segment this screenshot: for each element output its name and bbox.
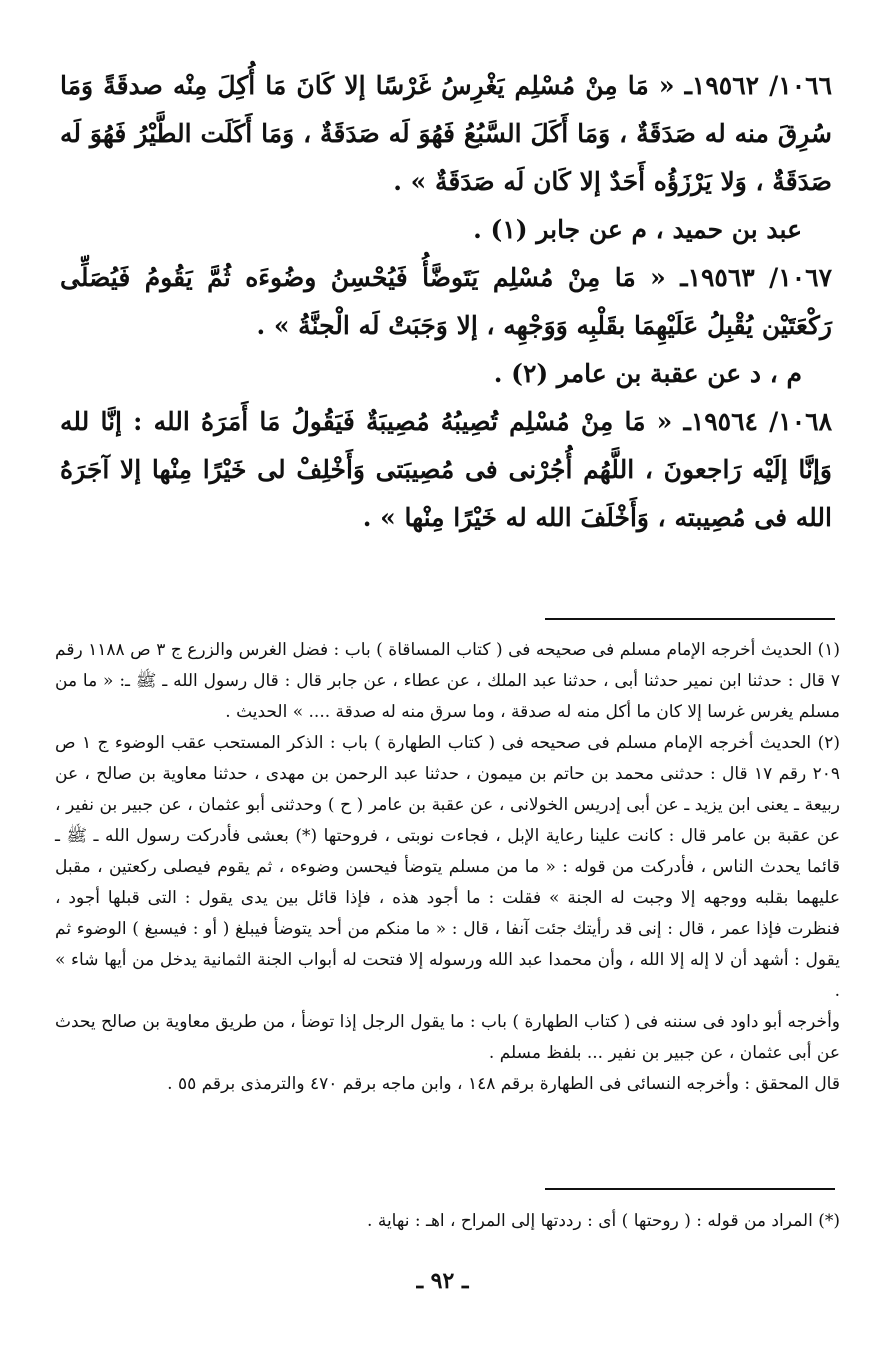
star-note-separator: [545, 1188, 835, 1190]
footnote-2: (٢) الحديث أخرجه الإمام مسلم فى صحيحه فى ( كتاب الطهارة ) باب : الذكر المستحب عقب الوضوء ج ١ ص ٢٠٩ رقم ١٧ قال : حدثنى محمد بن حاتم بن ميمون ، حدثنا عبد الرحمن بن مهدى ، حدثنا معاوية بن صالح ، عن ربيعة ـ يعنى ابن يزيد ـ عن أبى إدريس الخولانى ، عن عقبة بن عامر ( ح ) وحدثنى أبو عثمان ، عن جبير بن نفير ، عن عقبة بن عامر قال : كانت علينا رعاية الإبل ، فجاءت نوبتى ، فروحتها (*) بعشى فأدركت رسول الله ـ ﷺ ـ قائما يحدث الناس ، فأدركت من قوله : « ما من مسلم يتوضأ فيحسن وضوءه ، ثم يقوم فيصلى ركعتين ، مقبل عليهما بقلبه ووجهه إلا وجبت له الجنة » فقلت : ما أجود هذه ، فإذا قائل بين يدى يقول : التى قبلها أجود ، فنظرت فإذا عمر ، قال : إنى قد رأيتك جئت آنفا ، قال : « ما منكم من أحد يتوضأ فيبلغ ( أو : فيسبغ ) الوضوء ثم يقول : أشهد أن لا إله إلا الله ، وأن محمدا عبد الله ورسوله إلا فتحت له أبواب الجنة الثمانية يدخل من أيها شاء » .: [55, 733, 840, 1001]
footnote-2-abu-dawud: وأخرجه أبو داود فى سننه فى ( كتاب الطهارة ) باب : ما يقول الرجل إذا توضأ ، من طريق معاوية بن صالح يحدث عن أبى عثمان ، عن جبير بن نفير ... بلفظ مسلم .: [55, 1012, 840, 1063]
hadith-section: [60, 62, 832, 542]
footnote-1: (١) الحديث أخرجه الإمام مسلم فى صحيحه فى ( كتاب المساقاة ) باب : فضل الغرس والزرع ج ٣ ص ١١٨٨ رقم ٧ قال : حدثنا ابن نمير حدثنا أبى ، حدثنا عبد الملك ، عن عطاء ، عن جابر قال : قال رسول الله ـ ﷺ ـ: « ما من مسلم يغرس غرسا إلا كان ما أكل منه له صدقة ، وما سرق منه له صدقة .... » الحديث .: [55, 640, 840, 722]
footnote-2-editor-note: قال المحقق : وأخرجه النسائى فى الطهارة برقم ١٤٨ ، وابن ماجه برقم ٤٧٠ والترمذى برقم ٥٥ .: [167, 1074, 840, 1094]
footnotes: [55, 635, 840, 1100]
star-note: [55, 1206, 840, 1237]
hadith-1067: ١٠٦٧/ ١٩٥٦٣ـ « مَا مِنْ مُسْلِم يَتَوضَّأُ فَيُحْسِنُ وضُوءَه ثُمَّ يَقُومُ فَيُصَلِّى رَكْعَتَيْن يُقْبِلُ عَلَيْهِمَا بقَلْبِه وَوَجْهِه ، إلا وَجَبَتْ لَه الْجنَّةُ » .: [60, 263, 832, 340]
hadith-1068: ١٠٦٨/ ١٩٥٦٤ـ « مَا مِنْ مُسْلِم تُصِيبُهُ مُصِيبَةٌ فَيَقُولُ مَا أَمَرَهُ الله : إنَّا لله وَإنَّا إلَيْه رَاجعونَ ، اللَّهُم أُجُرْنى فى مُصِيبَتى وَأَخْلِفْ لى خَيْرًا مِنْها إلا آجَرَهُ الله فى مُصِيبته ، وَأَخْلَفَ الله له خَيْرًا مِنْها » .: [60, 407, 832, 532]
star-note-text: (*) المراد من قوله : ( روحتها ) أى : رددتها إلى المراح ، اهـ : نهاية .: [367, 1211, 840, 1231]
footnote-separator: [545, 618, 835, 620]
page-number: ـ ٩٢ ـ: [416, 1268, 469, 1294]
hadith-1066: ١٠٦٦/ ١٩٥٦٢ـ « مَا مِنْ مُسْلِم يَغْرِسُ غَرْسًا إلا كَانَ مَا أُكِلَ مِنْه صدقَةً وَمَا سُرِقَ منه له صَدَقَةٌ ، وَمَا أَكَلَ السَّبُعُ فَهُوَ لَه صَدَقَةٌ ، وَمَا أَكَلَت الطَّيْرُ فَهُوَ لَه صَدَقَةٌ ، وَلا يَرْزَؤُه أَحَدٌ إلا كَان لَه صَدَقَةٌ » .: [60, 71, 832, 196]
hadith-1066-source: عبد بن حميد ، م عن جابر (١) .: [473, 215, 802, 244]
hadith-1067-source: م ، د عن عقبة بن عامر (٢) .: [493, 359, 802, 388]
